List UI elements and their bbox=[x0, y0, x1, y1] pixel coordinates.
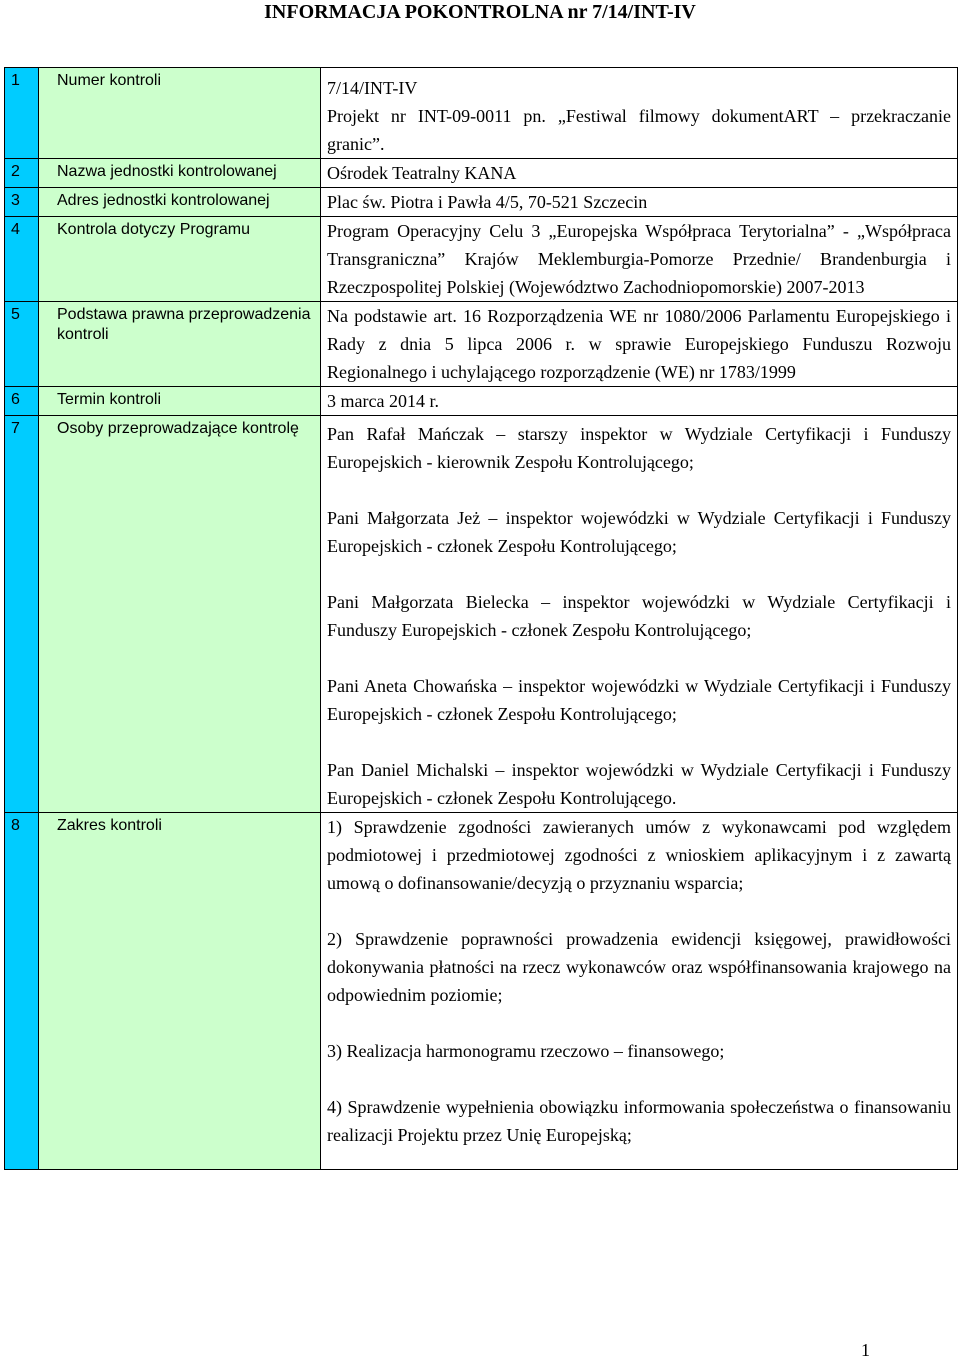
table-row bbox=[5, 217, 958, 302]
row-number: 5 bbox=[5, 302, 39, 387]
row-value: Plac św. Piotra i Pawła 4/5, 70-521 Szczecin bbox=[321, 188, 958, 217]
row-value: Na podstawie art. 16 Rozporządzenia WE nr 1080/2006 Parlamentu Europejskiego i Rady z dnia 5 lipca 2006 r. w sprawie Europejskiego Funduszu Rozwoju Regionalnego i uchylającego rozporządzenie (WE) nr 1783/1999 bbox=[321, 302, 958, 387]
table-row bbox=[5, 188, 958, 217]
row-label: Zakres kontroli bbox=[39, 813, 321, 1170]
row-number: 1 bbox=[5, 68, 39, 159]
row-number: 6 bbox=[5, 387, 39, 416]
row-value bbox=[321, 416, 958, 813]
control-number-value: 7/14/INT-IV Projekt nr INT-09-0011 pn. „Festiwal filmowy dokumentART – przekraczanie granic”. bbox=[327, 78, 951, 154]
row-number: 2 bbox=[5, 159, 39, 188]
scope-item: 3) Realizacja harmonogramu rzeczowo – finansowego; bbox=[327, 1041, 725, 1061]
row-value bbox=[321, 68, 958, 159]
row-label: Numer kontroli bbox=[39, 68, 321, 159]
table-row bbox=[5, 68, 958, 159]
inspector-entry: Pan Rafał Mańczak – starszy inspektor w Wydziale Certyfikacji i Funduszy Europejskich - kierownik Zespołu Kontrolującego; bbox=[327, 424, 951, 472]
scope-item: 4) Sprawdzenie wypełnienia obowiązku informowania społeczeństwa o finansowaniu realizacji Projektu przez Unię Europejską; bbox=[327, 1097, 951, 1145]
table-row bbox=[5, 387, 958, 416]
row-value: 3 marca 2014 r. bbox=[321, 387, 958, 416]
row-label: Podstawa prawna przeprowadzenia kontroli bbox=[39, 302, 321, 387]
inspector-entry: Pani Małgorzata Bielecka – inspektor wojewódzki w Wydziale Certyfikacji i Funduszy Europejskich - członek Zespołu Kontrolującego; bbox=[327, 592, 951, 640]
scope-item: 2) Sprawdzenie poprawności prowadzenia ewidencji księgowej, prawidłowości dokonywania płatności na rzecz wykonawców oraz współfinansowania krajowego na odpowiednim poziomie; bbox=[327, 929, 951, 1005]
row-value: Program Operacyjny Celu 3 „Europejska Współpraca Terytorialna” - „Współpraca Transgraniczna” Krajów Meklemburgia-Pomorze Przednie/ Brandenburgia i Rzeczpospolitej Polskiej (Województwo Zachodniopomorskie) 2007-2013 bbox=[321, 217, 958, 302]
table-row bbox=[5, 159, 958, 188]
row-value bbox=[321, 813, 958, 1170]
row-number: 8 bbox=[5, 813, 39, 1170]
table-row bbox=[5, 302, 958, 387]
scope-item: 1) Sprawdzenie zgodności zawieranych umów z wykonawcami pod względem podmiotowej i przedmiotowej zgodności z wnioskiem aplikacyjnym i z zawartą umową o dofinansowanie/decyzją o przyznaniu wsparcia; bbox=[327, 817, 951, 893]
inspector-entry: Pani Aneta Chowańska – inspektor wojewódzki w Wydziale Certyfikacji i Funduszy Europejskich - członek Zespołu Kontrolującego; bbox=[327, 676, 951, 724]
row-value: Ośrodek Teatralny KANA bbox=[321, 159, 958, 188]
control-info-table bbox=[4, 67, 958, 1170]
row-number: 4 bbox=[5, 217, 39, 302]
row-number: 3 bbox=[5, 188, 39, 217]
row-label: Kontrola dotyczy Programu bbox=[39, 217, 321, 302]
row-label: Nazwa jednostki kontrolowanej bbox=[39, 159, 321, 188]
row-label: Termin kontroli bbox=[39, 387, 321, 416]
row-label: Adres jednostki kontrolowanej bbox=[39, 188, 321, 217]
table-row bbox=[5, 813, 958, 1170]
inspector-entry: Pani Małgorzata Jeż – inspektor wojewódzki w Wydziale Certyfikacji i Funduszy Europejskich - członek Zespołu Kontrolującego; bbox=[327, 508, 951, 556]
inspector-entry: Pan Daniel Michalski – inspektor wojewódzki w Wydziale Certyfikacji i Funduszy Europejskich - członek Zespołu Kontrolującego. bbox=[327, 760, 951, 808]
row-number: 7 bbox=[5, 416, 39, 813]
row-label: Osoby przeprowadzające kontrolę bbox=[39, 416, 321, 813]
page-number: 1 bbox=[861, 1340, 870, 1360]
table-row bbox=[5, 416, 958, 813]
document-title: INFORMACJA POKONTROLNA nr 7/14/INT-IV bbox=[264, 1, 696, 23]
